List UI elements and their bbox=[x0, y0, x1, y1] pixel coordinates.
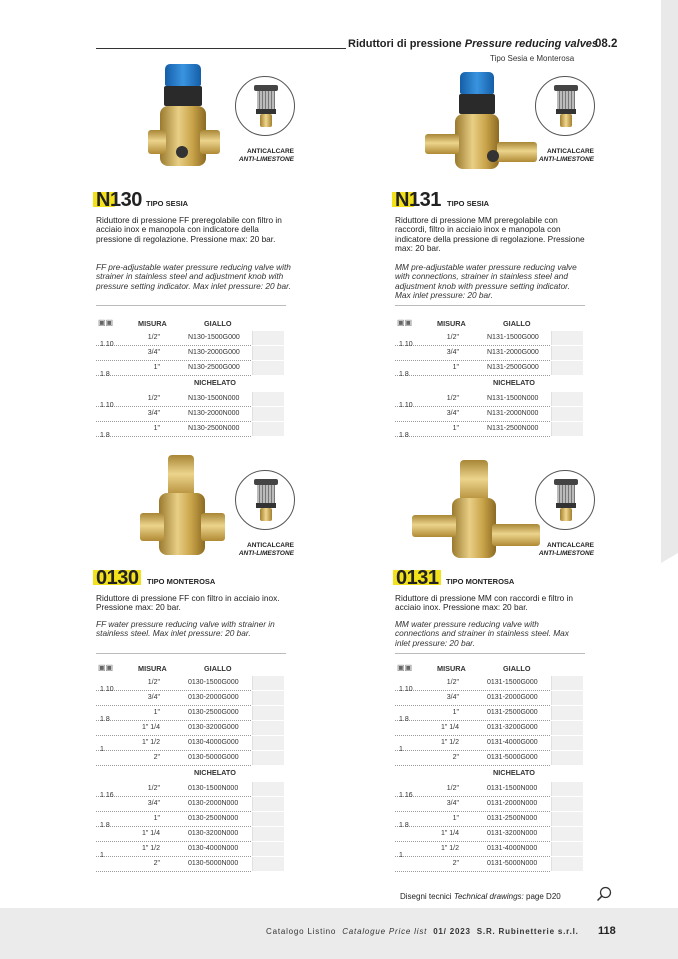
giallo-price-cell bbox=[551, 676, 583, 690]
giallo-price-cell bbox=[252, 691, 284, 705]
giallo-article-code: N130-2000G000 bbox=[188, 349, 240, 356]
0131-description-en: MM water pressure reducing valve with connections and strainer in stainless steel. Max inlet pressure: 20 bar. bbox=[395, 619, 569, 648]
n131-type: TIPO SESIA bbox=[447, 199, 490, 208]
giallo-pack-qty: 1 8 bbox=[100, 716, 110, 723]
page-number: 118 bbox=[598, 925, 616, 937]
giallo-price-cell bbox=[551, 706, 583, 720]
giallo-row-rule bbox=[395, 765, 550, 766]
0131-price-table bbox=[395, 663, 585, 878]
nichelato-price-cell bbox=[252, 407, 284, 421]
giallo-size: 1/2" bbox=[446, 679, 459, 686]
giallo-size: 1" bbox=[153, 709, 160, 716]
magnifier-icon[interactable] bbox=[596, 886, 612, 902]
nichelato-price-cell bbox=[252, 797, 284, 811]
nichelato-size: 2" bbox=[452, 860, 459, 867]
giallo-pack-qty: 1 10 bbox=[100, 686, 114, 693]
0131-description-it: Riduttore di pressione MM con raccordi e filtro in acciaio inox. Pressione max: 20 bar. bbox=[395, 593, 573, 613]
nichelato-size: 1" bbox=[452, 815, 459, 822]
nichelato-article-code: 0130-2500N000 bbox=[188, 815, 239, 822]
package-icons: ▣▣ bbox=[397, 663, 413, 672]
0130-separator bbox=[96, 653, 286, 654]
giallo-price-cell bbox=[252, 361, 284, 375]
package-icons: ▣▣ bbox=[397, 318, 413, 327]
misura-header: MISURA bbox=[437, 664, 466, 673]
section-code: 08.2 bbox=[595, 38, 618, 50]
0131-separator bbox=[395, 653, 585, 654]
nichelato-pack-qty: 1 bbox=[399, 852, 403, 859]
nichelato-size: 1/2" bbox=[147, 785, 160, 792]
misura-header: MISURA bbox=[437, 319, 466, 328]
n130-description-it: Riduttore di pressione FF preregolabile con filtro in acciaio inox e manopola con indicatore della pressione di regolazione. Pressione max: 20 bar. bbox=[96, 215, 282, 244]
nichelato-price-cell bbox=[551, 812, 583, 826]
giallo-article-code: N131-2000G000 bbox=[487, 349, 539, 356]
giallo-price-cell bbox=[252, 736, 284, 750]
giallo-size: 1" 1/2 bbox=[141, 739, 160, 746]
giallo-header: GIALLO bbox=[503, 319, 531, 328]
nichelato-article-code: 0130-1500N000 bbox=[188, 785, 239, 792]
misura-header: MISURA bbox=[138, 319, 167, 328]
giallo-price-cell bbox=[551, 331, 583, 345]
0130-price-table bbox=[96, 663, 286, 878]
n131-anticalcare-label: ANTICALCARE ANTI-LIMESTONE bbox=[538, 148, 594, 163]
nichelato-size: 3/4" bbox=[446, 800, 459, 807]
0130-type: TIPO MONTEROSA bbox=[147, 577, 216, 586]
n131-strainer-image bbox=[535, 76, 595, 136]
nichelato-size: 1" 1/2 bbox=[440, 845, 459, 852]
nichelato-price-cell bbox=[551, 422, 583, 436]
0130-valve-image bbox=[135, 455, 235, 570]
0131-valve-image bbox=[410, 460, 545, 570]
nichelato-price-cell bbox=[551, 392, 583, 406]
nichelato-price-cell bbox=[551, 407, 583, 421]
giallo-row-rule bbox=[96, 375, 251, 376]
n130-strainer-image bbox=[235, 76, 295, 136]
n131-description-it: Riduttore di pressione MM preregolabile con raccordi, filtro in acciaio inox e manopola con indicatore della pressione di regolazione. Pressione max: 20 bar. bbox=[395, 215, 585, 253]
giallo-size: 3/4" bbox=[446, 694, 459, 701]
giallo-price-cell bbox=[252, 706, 284, 720]
nichelato-price-cell bbox=[252, 812, 284, 826]
giallo-article-code: 0131-5000G000 bbox=[487, 754, 538, 761]
nichelato-price-cell bbox=[252, 422, 284, 436]
giallo-article-code: 0130-2000G000 bbox=[188, 694, 239, 701]
giallo-price-cell bbox=[252, 721, 284, 735]
footer-catalog-text: Catalogo Listino Catalogue Price list 01/ 2023 S.R. Rubinetterie s.r.l. bbox=[266, 927, 579, 936]
giallo-size: 1/2" bbox=[147, 679, 160, 686]
n130-type: TIPO SESIA bbox=[146, 199, 189, 208]
giallo-article-code: N131-1500G000 bbox=[487, 334, 539, 341]
n131-description-en: MM pre-adjustable water pressure reducing valve with connections, strainer in stainless steel and adjustment knob with pressure setting indicator. Max inlet pressure: 20 bar. bbox=[395, 262, 577, 300]
giallo-price-cell bbox=[551, 346, 583, 360]
nichelato-article-code: 0131-5000N000 bbox=[487, 860, 538, 867]
nichelato-pack-qty: 1 8 bbox=[399, 822, 409, 829]
nichelato-row-rule bbox=[395, 436, 550, 437]
giallo-price-cell bbox=[551, 721, 583, 735]
n130-description-en: FF pre-adjustable water pressure reducing valve with strainer in stainless steel and adjustment knob with pressure setting indicator. Max inlet pressure: 20 bar. bbox=[96, 262, 291, 291]
page-subtitle: Tipo Sesia e Monterosa bbox=[490, 54, 575, 63]
giallo-price-cell bbox=[551, 751, 583, 765]
giallo-article-code: N131-2500G000 bbox=[487, 364, 539, 371]
giallo-size: 1" bbox=[452, 709, 459, 716]
0130-anticalcare-label: ANTICALCARE ANTI-LIMESTONE bbox=[238, 542, 294, 557]
misura-header: MISURA bbox=[138, 664, 167, 673]
nichelato-article-code: 0131-3200N000 bbox=[487, 830, 538, 837]
nichelato-size: 1" 1/4 bbox=[141, 830, 160, 837]
giallo-size: 1/2" bbox=[446, 334, 459, 341]
n130-price-table bbox=[96, 318, 286, 440]
giallo-size: 3/4" bbox=[147, 349, 160, 356]
giallo-row-rule bbox=[395, 375, 550, 376]
giallo-price-cell bbox=[252, 676, 284, 690]
giallo-article-code: 0131-2000G000 bbox=[487, 694, 538, 701]
technical-drawings-note: Disegni tecnici Technical drawings: page D20 bbox=[400, 892, 561, 901]
nichelato-size: 1" 1/2 bbox=[141, 845, 160, 852]
giallo-pack-qty: 1 bbox=[399, 746, 403, 753]
section-tab bbox=[661, 0, 678, 555]
giallo-article-code: 0130-3200G000 bbox=[188, 724, 239, 731]
0130-strainer-image bbox=[235, 470, 295, 530]
nichelato-price-cell bbox=[252, 827, 284, 841]
0131-product-code: 0131 bbox=[396, 567, 439, 590]
nichelato-article-code: 0130-2000N000 bbox=[188, 800, 239, 807]
nichelato-article-code: N131-1500N000 bbox=[487, 395, 539, 402]
giallo-price-cell bbox=[252, 331, 284, 345]
giallo-size: 1" 1/4 bbox=[141, 724, 160, 731]
giallo-pack-qty: 1 bbox=[100, 746, 104, 753]
giallo-size: 3/4" bbox=[147, 694, 160, 701]
n130-product-code: N130 bbox=[96, 189, 142, 212]
giallo-price-cell bbox=[551, 736, 583, 750]
nichelato-size: 1" bbox=[153, 425, 160, 432]
nichelato-article-code: 0131-2500N000 bbox=[487, 815, 538, 822]
giallo-article-code: 0130-2500G000 bbox=[188, 709, 239, 716]
nichelato-header: NICHELATO bbox=[194, 768, 236, 777]
nichelato-price-cell bbox=[252, 782, 284, 796]
nichelato-size: 1" 1/4 bbox=[440, 830, 459, 837]
giallo-article-code: 0130-4000G000 bbox=[188, 739, 239, 746]
nichelato-size: 1" bbox=[153, 815, 160, 822]
nichelato-article-code: N130-1500N000 bbox=[188, 395, 240, 402]
nichelato-pack-qty: 1 8 bbox=[399, 432, 409, 439]
nichelato-size: 2" bbox=[153, 860, 160, 867]
package-icons: ▣▣ bbox=[98, 318, 114, 327]
giallo-size: 1/2" bbox=[147, 334, 160, 341]
nichelato-size: 3/4" bbox=[147, 800, 160, 807]
nichelato-article-code: N131-2000N000 bbox=[487, 410, 539, 417]
nichelato-price-cell bbox=[252, 857, 284, 871]
giallo-article-code: 0130-5000G000 bbox=[188, 754, 239, 761]
nichelato-size: 3/4" bbox=[147, 410, 160, 417]
header-rule bbox=[96, 48, 346, 49]
giallo-header: GIALLO bbox=[503, 664, 531, 673]
0130-product-code: 0130 bbox=[96, 567, 139, 590]
nichelato-row-rule bbox=[96, 871, 251, 872]
giallo-price-cell bbox=[551, 361, 583, 375]
n131-price-table bbox=[395, 318, 585, 440]
giallo-size: 1" 1/2 bbox=[440, 739, 459, 746]
giallo-article-code: 0131-4000G000 bbox=[487, 739, 538, 746]
giallo-price-cell bbox=[551, 691, 583, 705]
nichelato-pack-qty: 1 16 bbox=[399, 792, 413, 799]
nichelato-price-cell bbox=[252, 842, 284, 856]
nichelato-price-cell bbox=[551, 827, 583, 841]
nichelato-header: NICHELATO bbox=[493, 768, 535, 777]
giallo-pack-qty: 1 10 bbox=[399, 686, 413, 693]
giallo-article-code: N130-1500G000 bbox=[188, 334, 240, 341]
0130-description-it: Riduttore di pressione FF con filtro in acciaio inox. Pressione max: 20 bar. bbox=[96, 593, 280, 613]
nichelato-article-code: N131-2500N000 bbox=[487, 425, 539, 432]
nichelato-header: NICHELATO bbox=[493, 378, 535, 387]
n131-valve-image bbox=[425, 72, 540, 177]
giallo-row-rule bbox=[96, 765, 251, 766]
package-icons: ▣▣ bbox=[98, 663, 114, 672]
nichelato-row-rule bbox=[395, 871, 550, 872]
giallo-size: 1" bbox=[452, 364, 459, 371]
giallo-header: GIALLO bbox=[204, 319, 232, 328]
nichelato-article-code: N130-2500N000 bbox=[188, 425, 240, 432]
n130-separator bbox=[96, 305, 286, 306]
giallo-size: 1" 1/4 bbox=[440, 724, 459, 731]
giallo-article-code: 0131-2500G000 bbox=[487, 709, 538, 716]
nichelato-article-code: N130-2000N000 bbox=[188, 410, 240, 417]
giallo-article-code: N130-2500G000 bbox=[188, 364, 240, 371]
nichelato-pack-qty: 1 10 bbox=[399, 402, 413, 409]
n131-product-code: N131 bbox=[395, 189, 441, 212]
nichelato-price-cell bbox=[551, 782, 583, 796]
n130-anticalcare-label: ANTICALCARE ANTI-LIMESTONE bbox=[238, 148, 294, 163]
nichelato-pack-qty: 1 8 bbox=[100, 432, 110, 439]
giallo-pack-qty: 1 8 bbox=[399, 716, 409, 723]
nichelato-size: 1/2" bbox=[147, 395, 160, 402]
nichelato-header: NICHELATO bbox=[194, 378, 236, 387]
nichelato-article-code: 0130-4000N000 bbox=[188, 845, 239, 852]
0131-anticalcare-label: ANTICALCARE ANTI-LIMESTONE bbox=[538, 542, 594, 557]
nichelato-row-rule bbox=[96, 436, 251, 437]
giallo-article-code: 0130-1500G000 bbox=[188, 679, 239, 686]
nichelato-size: 1/2" bbox=[446, 785, 459, 792]
nichelato-size: 1/2" bbox=[446, 395, 459, 402]
0131-strainer-image bbox=[535, 470, 595, 530]
0131-type: TIPO MONTEROSA bbox=[446, 577, 515, 586]
n131-separator bbox=[395, 305, 585, 306]
giallo-price-cell bbox=[252, 751, 284, 765]
giallo-price-cell bbox=[252, 346, 284, 360]
nichelato-price-cell bbox=[551, 842, 583, 856]
nichelato-price-cell bbox=[252, 392, 284, 406]
nichelato-pack-qty: 1 10 bbox=[100, 402, 114, 409]
nichelato-article-code: 0130-3200N000 bbox=[188, 830, 239, 837]
nichelato-article-code: 0131-2000N000 bbox=[487, 800, 538, 807]
giallo-size: 1" bbox=[153, 364, 160, 371]
0130-description-en: FF water pressure reducing valve with strainer in stainless steel. Max inlet pressure: 20 bar. bbox=[96, 619, 275, 639]
nichelato-article-code: 0131-4000N000 bbox=[487, 845, 538, 852]
giallo-article-code: 0131-3200G000 bbox=[487, 724, 538, 731]
giallo-pack-qty: 1 10 bbox=[100, 341, 114, 348]
nichelato-size: 1" bbox=[452, 425, 459, 432]
nichelato-pack-qty: 1 16 bbox=[100, 792, 114, 799]
giallo-pack-qty: 1 8 bbox=[100, 371, 110, 378]
page-title: Riduttori di pressione Pressure reducing valves bbox=[348, 38, 599, 50]
nichelato-article-code: 0131-1500N000 bbox=[487, 785, 538, 792]
giallo-size: 2" bbox=[452, 754, 459, 761]
nichelato-price-cell bbox=[551, 857, 583, 871]
giallo-pack-qty: 1 8 bbox=[399, 371, 409, 378]
giallo-size: 3/4" bbox=[446, 349, 459, 356]
nichelato-article-code: 0130-5000N000 bbox=[188, 860, 239, 867]
nichelato-pack-qty: 1 bbox=[100, 852, 104, 859]
nichelato-size: 3/4" bbox=[446, 410, 459, 417]
giallo-size: 2" bbox=[153, 754, 160, 761]
nichelato-pack-qty: 1 8 bbox=[100, 822, 110, 829]
giallo-header: GIALLO bbox=[204, 664, 232, 673]
giallo-pack-qty: 1 10 bbox=[399, 341, 413, 348]
giallo-article-code: 0131-1500G000 bbox=[487, 679, 538, 686]
nichelato-price-cell bbox=[551, 797, 583, 811]
n130-valve-image bbox=[140, 64, 230, 174]
